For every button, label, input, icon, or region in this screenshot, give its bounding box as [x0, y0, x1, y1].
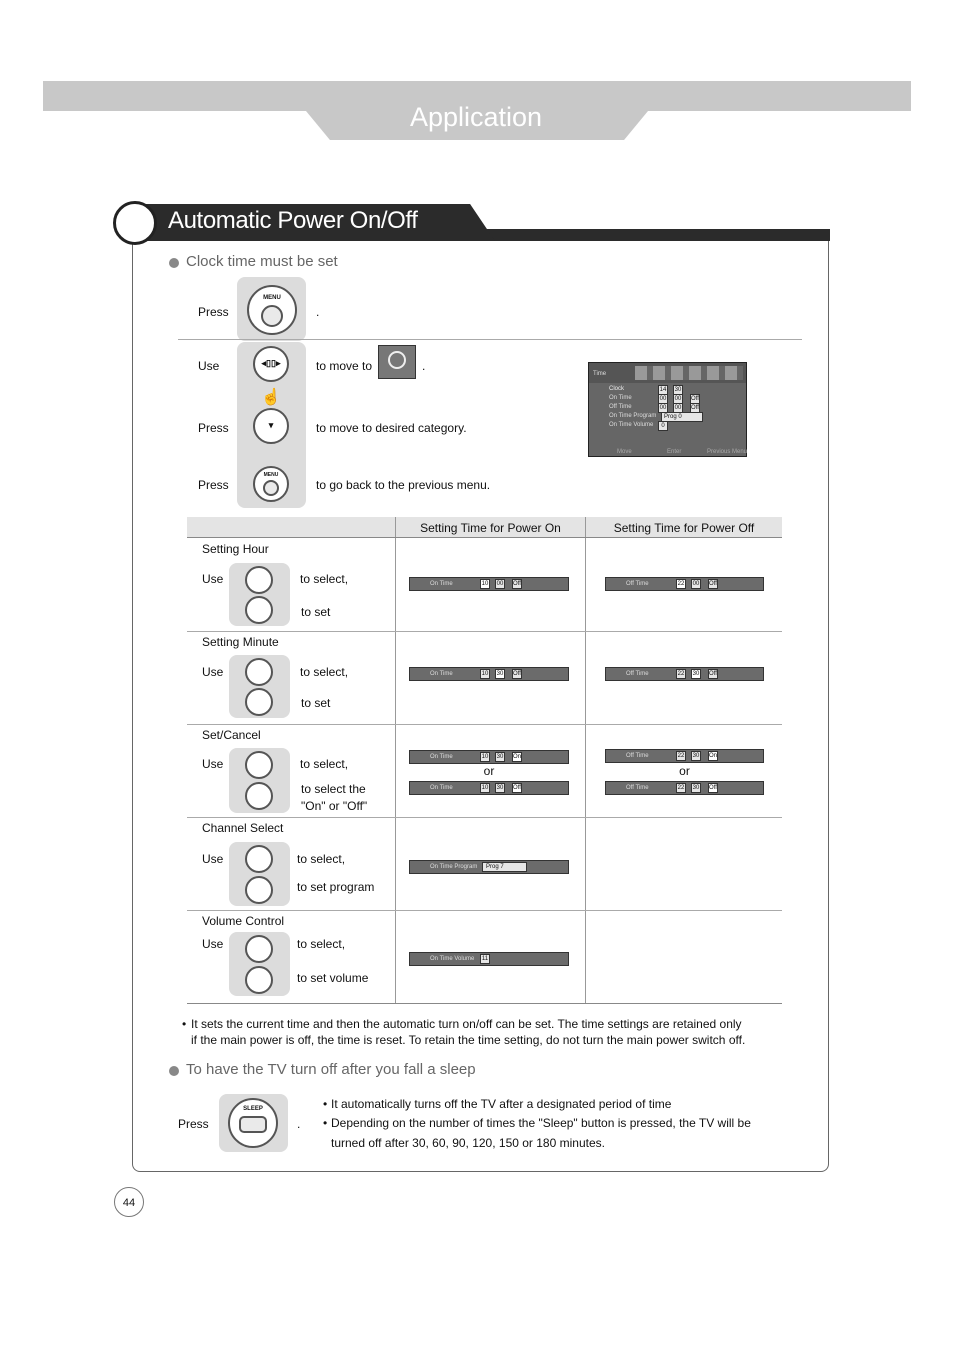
column-header-power-off: Setting Time for Power Off: [613, 521, 755, 535]
left-right-button-icon: ◂▯▯▸: [253, 346, 289, 382]
menu-icons-strip: [635, 366, 743, 380]
up-down-button-icon: [245, 782, 273, 810]
left-right-button-icon: [245, 935, 273, 963]
osd-bar-on-time: On Time 10 30 Off: [409, 667, 569, 681]
step-after: to move to desired category.: [316, 421, 467, 435]
sleep-button-icon: [228, 1098, 278, 1148]
osd-bar-off-time: Off Time 22 00 Off: [605, 577, 764, 591]
sleep-button-label: SLEEP: [243, 1106, 263, 1112]
row-divider: [187, 631, 782, 632]
remote-buttons-tile: [229, 932, 290, 996]
note-line-1: It sets the current time and then the automatic turn on/off can be set. The time settings are retained only: [191, 1017, 742, 1031]
menu-row-label: On Time: [609, 395, 632, 401]
row-divider: [187, 1003, 782, 1004]
step-verb: Press: [198, 478, 229, 492]
section-circle-icon: [113, 201, 157, 245]
column-divider: [395, 517, 396, 1004]
down-button-icon: ▾: [253, 408, 289, 444]
row-title: Channel Select: [202, 821, 284, 835]
row-title: Setting Hour: [202, 542, 269, 556]
column-divider: [585, 517, 586, 1004]
sleep-button-key: [239, 1116, 267, 1133]
step-after: .: [316, 305, 320, 319]
step-verb: Press: [198, 305, 229, 319]
remote-buttons-tile: [229, 563, 290, 626]
bullet-icon: [169, 1066, 179, 1076]
nav-buttons-tile: [237, 342, 306, 508]
note-bullet-icon: •: [182, 1017, 187, 1031]
menu-button-knob: [261, 305, 283, 327]
step-verb: Press: [198, 421, 229, 435]
row-title: Set/Cancel: [202, 728, 261, 742]
sleep-bullet-2a: Depending on the number of times the "Sleep" button is pressed, the TV will be: [331, 1116, 751, 1130]
sleep-bullet-1: It automatically turns off the TV after a designated period of time: [331, 1097, 672, 1111]
menu-row-label: Off Time: [609, 404, 632, 410]
hand-pointer-icon: ☝: [261, 389, 281, 406]
note-line-2: if the main power is off, the time is reset. To retain the time setting, do not turn the main power switch off.: [191, 1033, 746, 1047]
menu-button-tile: [237, 277, 306, 341]
up-down-button-icon: [245, 876, 273, 904]
section-title: Automatic Power On/Off: [168, 207, 418, 234]
column-header-power-on: Setting Time for Power On: [420, 521, 561, 535]
divider: [178, 339, 802, 340]
sleep-button-tile: [219, 1094, 288, 1152]
osd-bar-on-time: On Time 10 30 On: [409, 750, 569, 764]
bullet-icon: [169, 258, 179, 268]
sleep-title: To have the TV turn off after you fall a sleep: [186, 1061, 476, 1078]
osd-bar-on-time: On Time 10 30 Off: [409, 781, 569, 795]
bullet-icon: •: [323, 1097, 328, 1111]
up-down-button-icon: [245, 688, 273, 716]
menu-button-label: MENU: [263, 295, 281, 301]
remote-buttons-tile: [229, 842, 290, 906]
sleep-press-label: Press: [178, 1117, 209, 1131]
clock-note: Clock time must be set: [186, 253, 338, 270]
step-end: .: [422, 359, 426, 373]
step-after: to move to: [316, 359, 373, 373]
menu-button-small-icon: MENU: [253, 466, 289, 502]
time-menu-screen: Time Clock 14 30 On Time 00 00 Off Off Time 00 00 Off On Time Program Prog 0 On Time Volume 0 Move Enter Previous Menu: [588, 362, 747, 457]
bullet-icon: •: [323, 1116, 328, 1130]
page-title: Application: [409, 102, 543, 132]
osd-bar-off-time: Off Time 22 30 On: [605, 749, 764, 763]
section-title-rule: [452, 229, 830, 241]
osd-bar-off-time: Off Time 22 30 Off: [605, 781, 764, 795]
up-down-button-icon: [245, 596, 273, 624]
left-right-button-icon: [245, 566, 273, 594]
row-divider: [187, 724, 782, 725]
remote-buttons-tile: [229, 655, 290, 718]
or-text: or: [679, 764, 690, 778]
time-menu-icon: [378, 345, 416, 379]
sleep-after: .: [297, 1117, 301, 1131]
row-divider: [187, 537, 782, 538]
clock-icon: [388, 351, 406, 369]
left-right-button-icon: [245, 845, 273, 873]
menu-button-icon: [247, 285, 297, 335]
menu-tab-label: Time: [593, 371, 607, 377]
osd-bar-on-time: On Time 10 00 Off: [409, 577, 569, 591]
step-after: to go back to the previous menu.: [316, 478, 491, 492]
step-verb: Use: [198, 359, 220, 373]
or-text: or: [483, 764, 495, 778]
osd-bar-off-time: Off Time 22 30 Off: [605, 667, 764, 681]
menu-row-label: Clock: [609, 386, 625, 392]
menu-row-label: On Time Volume: [609, 422, 654, 428]
osd-bar-on-time-volume: On Time Volume 11: [409, 952, 569, 966]
row-divider: [187, 910, 782, 911]
osd-bar-on-time-program: On Time Program Prog 7: [409, 860, 569, 874]
remote-buttons-tile: [229, 748, 290, 813]
row-divider: [187, 817, 782, 818]
sleep-bullet-2b: turned off after 30, 60, 90, 120, 150 or 180 minutes.: [331, 1136, 605, 1150]
up-down-button-icon: [245, 966, 273, 994]
left-right-button-icon: [245, 751, 273, 779]
page-number: 44: [114, 1187, 144, 1217]
left-right-button-icon: [245, 658, 273, 686]
row-title: Setting Minute: [202, 635, 279, 649]
row-title: Volume Control: [202, 914, 285, 928]
menu-row-label: On Time Program: [609, 413, 657, 419]
